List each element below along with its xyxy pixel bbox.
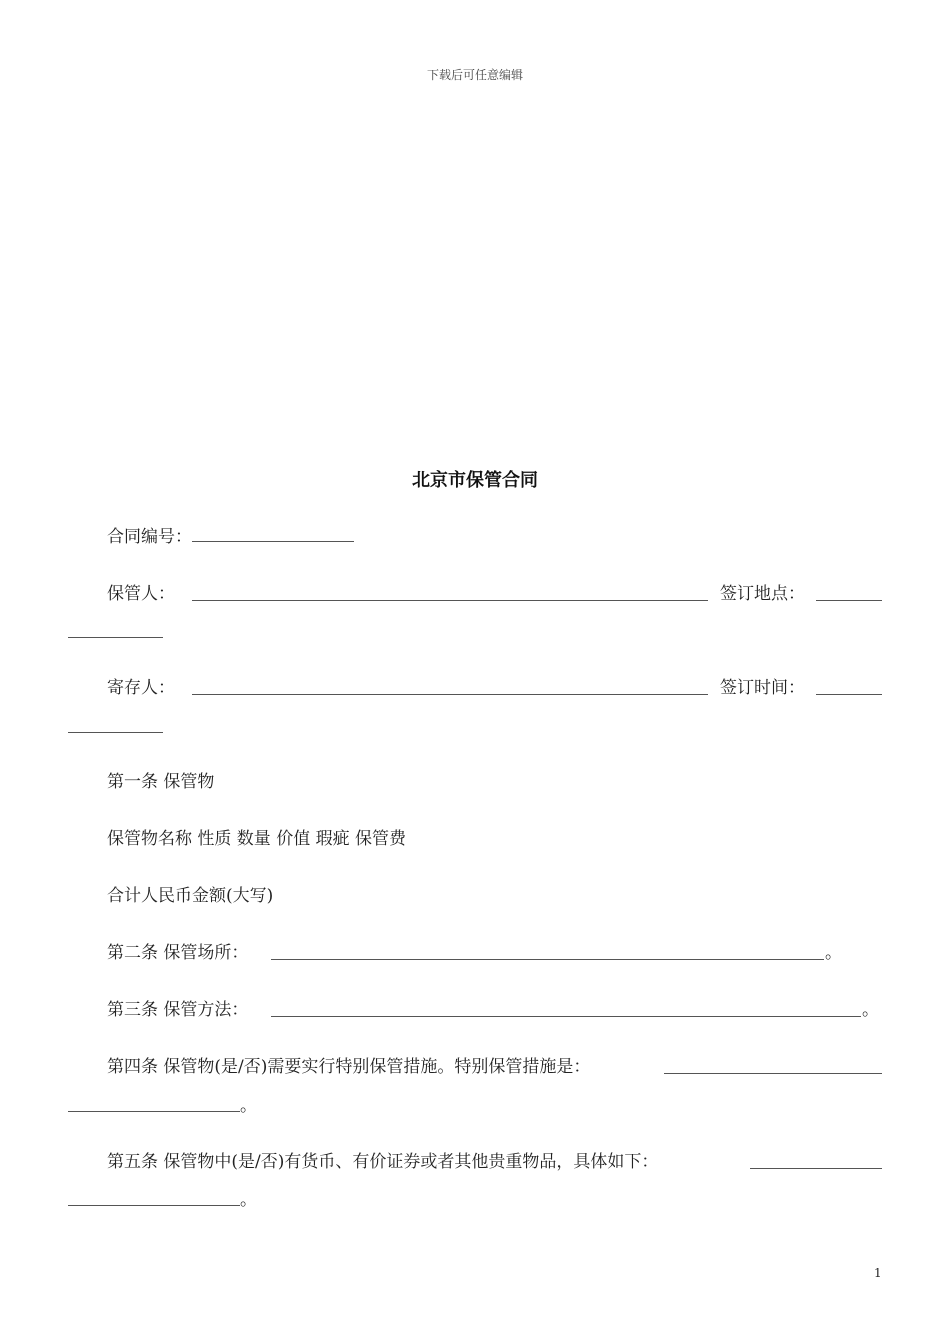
article2-label: 第二条 保管场所： <box>107 943 249 963</box>
header-note: 下载后可任意编辑 <box>426 68 523 82</box>
contract-no-label: 合同编号： <box>107 527 192 547</box>
custodian-field[interactable] <box>192 600 708 601</box>
sign-time-field-continued[interactable] <box>68 732 163 733</box>
storage-place-field[interactable] <box>271 959 824 960</box>
depositor-field[interactable] <box>192 694 708 695</box>
storage-method-field[interactable] <box>271 1016 861 1017</box>
valuables-field[interactable] <box>750 1168 882 1169</box>
contract-no-field[interactable] <box>192 524 354 542</box>
special-measures-field[interactable] <box>664 1073 882 1074</box>
article4-period: 。 <box>240 1096 257 1116</box>
article1-heading: 第一条 保管物 <box>107 772 215 792</box>
article5-period: 。 <box>240 1190 257 1210</box>
depositor-label: 寄存人： <box>107 678 175 698</box>
sign-time-field[interactable] <box>816 694 882 695</box>
page-number: 1 <box>874 1266 882 1280</box>
sign-place-field[interactable] <box>816 600 882 601</box>
custodian-label: 保管人： <box>107 584 175 604</box>
article5-text: 第五条 保管物中(是/否)有货币、有价证券或者其他贵重物品，具体如下： <box>107 1152 659 1172</box>
total-amount-label: 合计人民币金额(大写) <box>107 886 274 906</box>
contract-no-row <box>107 524 354 549</box>
article3-label: 第三条 保管方法： <box>107 1000 249 1020</box>
sign-place-label: 签订地点： <box>720 584 805 604</box>
contract-title: 北京市保管合同 <box>412 470 538 491</box>
special-measures-field-continued[interactable] <box>68 1111 240 1112</box>
article4-text: 第四条 保管物(是/否)需要实行特别保管措施。特别保管措施是： <box>107 1057 591 1077</box>
sign-place-field-continued[interactable] <box>68 637 163 638</box>
article3-period: 。 <box>862 1000 879 1020</box>
article1-columns: 保管物名称 性质 数量 价值 瑕疵 保管费 <box>107 829 407 849</box>
sign-time-label: 签订时间： <box>720 678 805 698</box>
article2-period: 。 <box>825 943 842 963</box>
valuables-field-continued[interactable] <box>68 1205 240 1206</box>
